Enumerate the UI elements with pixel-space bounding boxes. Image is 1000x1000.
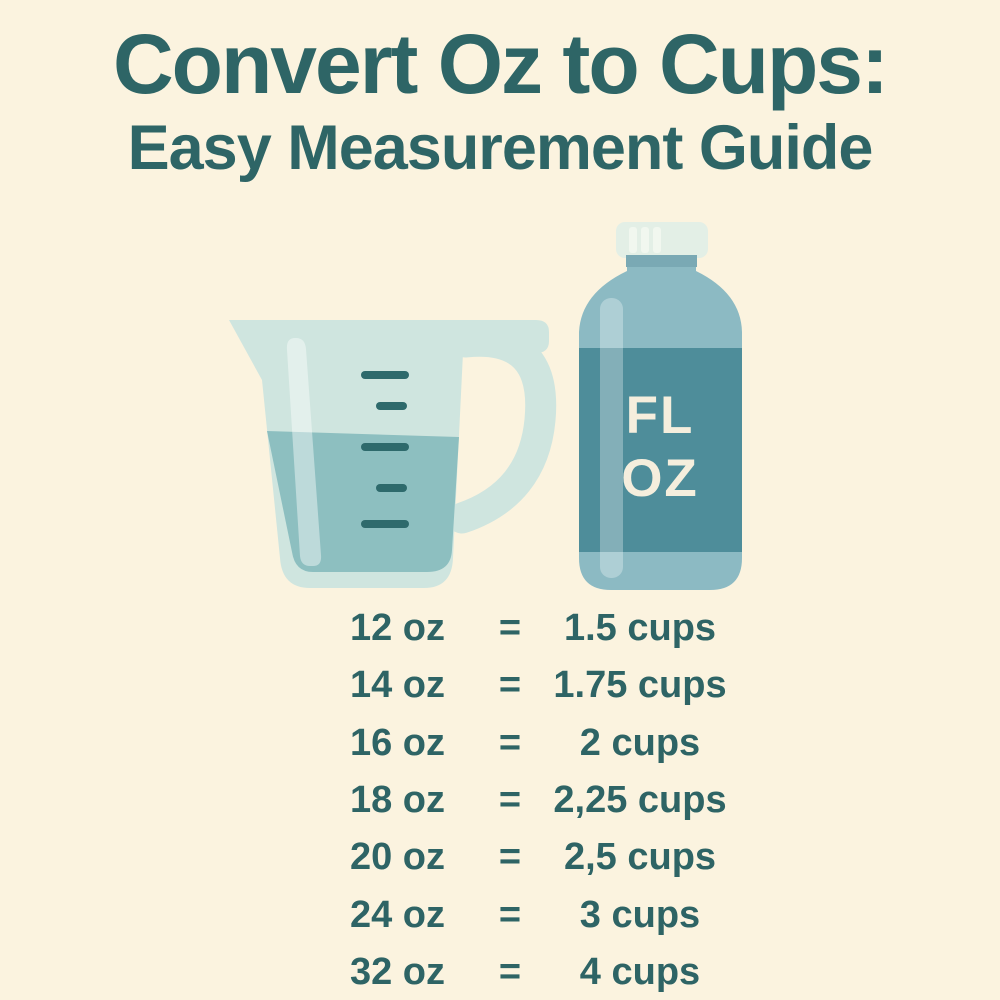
cups-value: 1.5 cups [563, 607, 717, 650]
conversion-row [330, 715, 705, 772]
page-title: Convert Oz to Cups: [113, 17, 887, 111]
equals-sign: = [498, 836, 522, 879]
oz-value: 18 oz [349, 779, 445, 822]
conversion-table [330, 600, 727, 1000]
tick-mark-long [361, 443, 409, 451]
conversion-row [330, 829, 717, 886]
conversion-row [330, 772, 727, 829]
bottle-cap-ridges [629, 227, 661, 253]
oz-value: 16 oz [349, 721, 445, 764]
tick-mark-short [376, 484, 407, 492]
oz-value: 20 oz [349, 836, 445, 879]
cups-value: 4 cups [579, 950, 701, 993]
equals-sign: = [498, 893, 522, 936]
cup-handle-icon [462, 341, 541, 518]
page-subtitle: Easy Measurement Guide [127, 113, 873, 183]
conversion-row [330, 944, 705, 1000]
tick-mark-long [361, 371, 409, 379]
bottle-label-fl: FL [625, 386, 695, 445]
equals-sign: = [498, 664, 522, 707]
oz-value: 32 oz [349, 950, 445, 993]
oz-value: 12 oz [349, 607, 445, 650]
bottle-highlight-icon [600, 298, 623, 578]
cups-value: 1.75 cups [553, 664, 727, 707]
cups-value: 2,5 cups [563, 836, 717, 879]
oz-value: 24 oz [349, 893, 445, 936]
equals-sign: = [498, 950, 522, 993]
equals-sign: = [498, 779, 522, 822]
cups-value: 3 cups [579, 893, 701, 936]
equals-sign: = [498, 721, 522, 764]
tick-mark-long [361, 520, 409, 528]
cups-value: 2 cups [579, 721, 701, 764]
conversion-row [330, 657, 727, 714]
oz-value: 14 oz [349, 664, 445, 707]
conversion-row [330, 600, 717, 657]
bottle-illustration [579, 222, 742, 590]
bottle-neck-shade [626, 255, 697, 267]
bottle-label-oz: OZ [621, 449, 699, 508]
tick-mark-short [376, 402, 407, 410]
measuring-cup-illustration [229, 320, 549, 588]
cups-value: 2,25 cups [553, 779, 727, 822]
conversion-row [330, 886, 705, 943]
equals-sign: = [498, 607, 522, 650]
